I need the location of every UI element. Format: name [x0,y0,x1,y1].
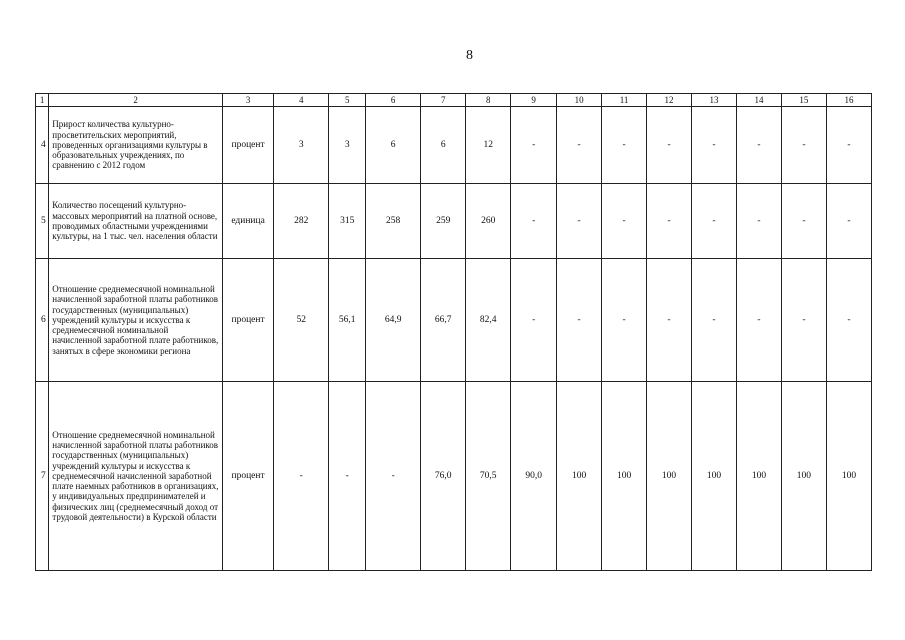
value-cell: 258 [366,184,421,259]
value-cell: 66,7 [421,259,466,382]
value-cell: 82,4 [466,259,511,382]
value-cell: - [274,382,329,571]
value-cell: 100 [781,382,826,571]
value-cell: - [692,259,737,382]
value-cell: 100 [602,382,647,571]
header-cell: 5 [329,94,366,107]
header-cell: 15 [781,94,826,107]
unit-cell: процент [223,382,274,571]
value-cell: 315 [329,184,366,259]
value-cell: - [826,184,871,259]
value-cell: 282 [274,184,329,259]
value-cell: - [781,184,826,259]
value-cell: 64,9 [366,259,421,382]
header-cell: 16 [826,94,871,107]
value-cell: - [602,184,647,259]
value-cell: - [511,107,557,184]
table-header-row [36,94,872,107]
value-cell: - [511,184,557,259]
table-body [36,94,872,571]
value-cell: - [602,259,647,382]
page-number: 8 [466,48,473,63]
indicator-description-cell: Отношение среднемесячной номинальной начисленной заработной платы работников государственных (муниципальных) учреждений культуры и искусства к среднемесячной начисленной заработной плате наемных работников в организациях, у индивидуальных предпринимателей и физических лиц (среднемесячный доход от трудовой деятельности) в Курской области [49,382,223,571]
value-cell: 100 [736,382,781,571]
value-cell: 100 [826,382,871,571]
indicator-description-cell: Количество посещений культурно-массовых мероприятий на платной основе, проводимых областными учреждениями культуры, на 1 тыс. чел. населения области [49,184,223,259]
value-cell: - [826,107,871,184]
value-cell: 260 [466,184,511,259]
value-cell: 100 [557,382,602,571]
unit-cell: единица [223,184,274,259]
value-cell: 90,0 [511,382,557,571]
value-cell: - [692,184,737,259]
unit-cell: процент [223,107,274,184]
indicators-table [35,93,872,571]
value-cell: 3 [274,107,329,184]
value-cell: - [826,259,871,382]
table-row [36,107,872,184]
value-cell: 3 [329,107,366,184]
header-cell: 10 [557,94,602,107]
value-cell: 70,5 [466,382,511,571]
header-cell: 7 [421,94,466,107]
header-cell: 3 [223,94,274,107]
value-cell: 56,1 [329,259,366,382]
value-cell: - [692,107,737,184]
value-cell: 6 [421,107,466,184]
header-cell: 4 [274,94,329,107]
value-cell: 259 [421,184,466,259]
value-cell: - [736,184,781,259]
value-cell: - [781,259,826,382]
value-cell: 52 [274,259,329,382]
indicator-description-cell: Прирост количества культурно-просветительских мероприятий, проведенных организациями культуры в образовательных учреждениях, по сравнению с 2012 годом [49,107,223,184]
value-cell: - [736,259,781,382]
row-number-cell: 5 [36,184,49,259]
value-cell: - [647,184,692,259]
header-cell: 8 [466,94,511,107]
table-row [36,382,872,571]
row-number-cell: 4 [36,107,49,184]
header-cell: 11 [602,94,647,107]
value-cell: - [557,259,602,382]
indicator-description-cell: Отношение среднемесячной номинальной начисленной заработной платы работников государственных (муниципальных) учреждений культуры и искусства к среднемесячной номинальной начисленной заработной плате работников, занятых в сфере экономики региона [49,259,223,382]
header-cell: 6 [366,94,421,107]
value-cell: - [781,107,826,184]
value-cell: - [511,259,557,382]
value-cell: - [557,107,602,184]
header-cell: 14 [736,94,781,107]
header-cell: 9 [511,94,557,107]
unit-cell: процент [223,259,274,382]
value-cell: 12 [466,107,511,184]
row-number-cell: 7 [36,382,49,571]
header-cell: 13 [692,94,737,107]
header-cell: 1 [36,94,49,107]
value-cell: - [329,382,366,571]
table-row [36,259,872,382]
value-cell: 100 [647,382,692,571]
row-number-cell: 6 [36,259,49,382]
value-cell: 76,0 [421,382,466,571]
value-cell: - [647,259,692,382]
value-cell: - [602,107,647,184]
header-cell: 2 [49,94,223,107]
header-cell: 12 [647,94,692,107]
value-cell: - [647,107,692,184]
value-cell: - [557,184,602,259]
value-cell: 6 [366,107,421,184]
value-cell: 100 [692,382,737,571]
value-cell: - [736,107,781,184]
table-row [36,184,872,259]
value-cell: - [366,382,421,571]
